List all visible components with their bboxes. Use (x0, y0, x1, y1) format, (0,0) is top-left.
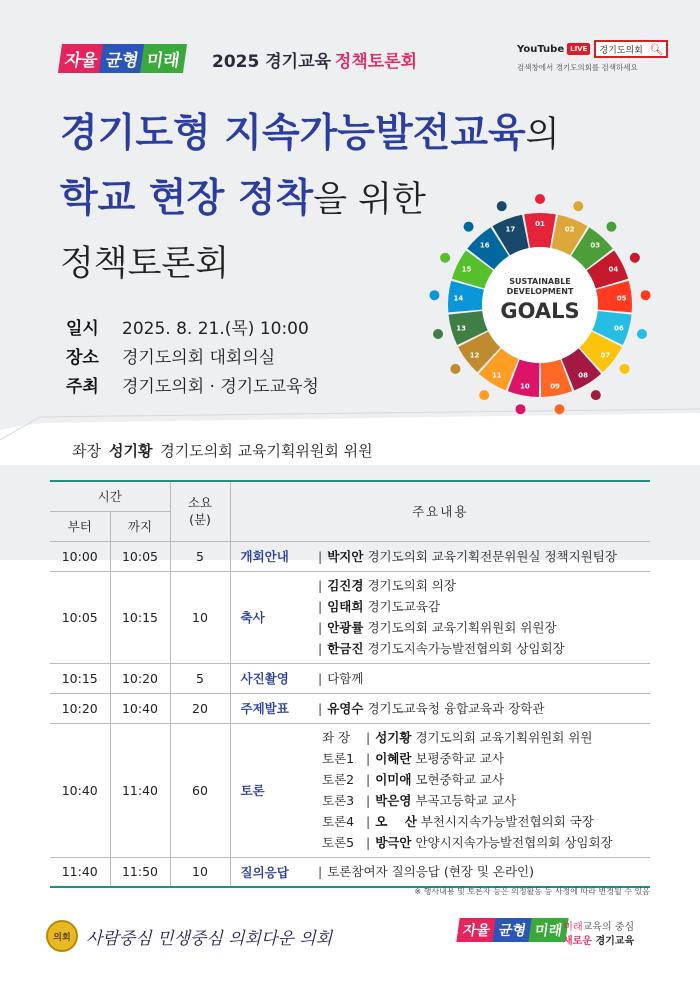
info-value: 경기도의회 · 경기도교육청 (122, 377, 319, 397)
cell-session: 사진촬영 (230, 663, 310, 693)
speaker-name: 유영수 (327, 700, 364, 716)
sdg-text-1: SUSTAINABLE (509, 277, 571, 286)
sdg-number: 08 (578, 371, 589, 380)
sdg-goal-icon (440, 253, 450, 263)
sdg-goal-icon (535, 194, 545, 204)
cell-content: | 박지안 경기도의회 교육기획전문위원실 정책지원팀장 (310, 541, 650, 571)
cell-from: 10:15 (50, 663, 110, 693)
sdg-number: 15 (461, 265, 472, 274)
speaker-desc: 경기도지속가능발전협의회 상임회장 (367, 641, 565, 656)
cell-duration: 10 (170, 857, 230, 887)
speaker-name: 안광률 (327, 620, 364, 635)
cell-to: 11:50 (110, 857, 170, 887)
cell-from: 10:40 (50, 723, 110, 857)
speaker-desc: 모현중학교 교사 (415, 772, 504, 787)
tagline-2a: 새로운 (563, 936, 592, 947)
info-value: 경기도의회 대회의실 (122, 348, 276, 368)
table-row (50, 857, 650, 887)
cell-content: | 유영수 경기도교육청 융합교육과 장학관 (310, 693, 650, 723)
panel-role: 토론4 (322, 814, 355, 829)
event-accent: 정책토론회 (334, 52, 418, 72)
sdg-number: 03 (590, 241, 601, 250)
cell-duration: 60 (170, 723, 230, 857)
sdg-number: 10 (520, 382, 530, 391)
head-time: 시간 (50, 481, 170, 511)
info-date (66, 312, 319, 341)
cell-from: 10:00 (50, 541, 110, 571)
sdg-goal-icon (450, 364, 460, 374)
footer-logo (458, 918, 566, 942)
search-value: 경기도의회 (599, 45, 643, 56)
head-duration: 소요 (분) (170, 481, 230, 541)
head-to: 까지 (110, 511, 170, 541)
cell-content: 좌 장 | 성기황 경기도의회 교육기획위원회 위원 토론1 | 이혜란 보평중학교 교사 토론2 | 이미애 모현중학교 교사 토론3 | 박은영 부곡고등학교 교사 토론4 | 오 산 부천시지속가능발전협의회 국장 토론5 | 방극안 안양시지속가능발전협의회 상임회장 (310, 723, 650, 857)
speaker-name: 이미애 (375, 772, 412, 787)
tagline-2b: 경기교육 (591, 936, 635, 947)
disclaimer-note: ※ 행사내용 및 토론자 등은 의정활동 등 사정에 따라 변경될 수 있음 (414, 887, 650, 896)
chair-name: 성기황 (108, 442, 153, 460)
title-line2-bold: 학교 현장 정착 (60, 176, 314, 221)
cell-from: 10:05 (50, 571, 110, 663)
sdg-number: 12 (469, 351, 480, 360)
tagline-1b: 교육의 중심 (582, 922, 635, 933)
cell-content: | 다함께 (310, 663, 650, 693)
speaker-desc: 경기도교육감 (367, 599, 440, 614)
sdg-goal-icon (637, 329, 647, 339)
logo-word-2: 균형 (99, 44, 146, 73)
logo-word-3: 미래 (528, 918, 568, 942)
council-seal-icon (46, 920, 78, 952)
chair-line (72, 440, 373, 461)
event-prefix: 2025 경기교육 (212, 52, 331, 72)
cell-to: 11:40 (110, 723, 170, 857)
speaker-name: 이혜란 (375, 751, 412, 766)
cell-session: 개회안내 (230, 541, 310, 571)
live-badge: LIVE (567, 43, 590, 55)
cell-content: | 토론참여자 질의응답 (현장 및 온라인) (310, 857, 650, 887)
speaker-name: 방극안 (375, 835, 412, 850)
cell-to: 10:05 (110, 541, 170, 571)
panel-role: 토론2 (322, 772, 355, 787)
table-row (50, 723, 650, 857)
sdg-goal-icon (641, 290, 651, 300)
cell-session: 질의응답 (230, 857, 310, 887)
head-content: 주요내용 (230, 481, 650, 541)
cell-session: 토론 (230, 723, 310, 857)
sdg-number: 01 (535, 220, 545, 228)
sdg-goal-icon (630, 253, 640, 263)
cell-duration: 10 (170, 571, 230, 663)
seal-text: 의회 (53, 932, 71, 943)
sdg-text-3: GOALS (500, 299, 580, 323)
tagline-1a: 미래 (563, 922, 583, 933)
info-value: 2025. 8. 21.(목) 10:00 (122, 319, 309, 339)
chair-label: 좌장 (72, 442, 101, 460)
panel-role: 토론5 (322, 835, 355, 850)
logo-word-3: 미래 (140, 44, 187, 73)
table-row (50, 571, 650, 663)
title-line1-suffix: 의 (525, 115, 560, 155)
table-row (50, 693, 650, 723)
sdg-segment (524, 213, 556, 248)
speaker-name: 성기황 (375, 730, 412, 745)
sdg-number: 04 (608, 265, 619, 274)
info-place (66, 341, 319, 370)
table-row (50, 541, 650, 571)
cell-session: 축사 (230, 571, 310, 663)
sdg-number: 14 (453, 294, 464, 303)
sdg-number: 17 (505, 225, 516, 234)
cell-to: 10:20 (110, 663, 170, 693)
sdg-goal-icon (516, 404, 526, 414)
youtube-live-search (517, 40, 668, 58)
speaker-name: 박은영 (375, 793, 412, 808)
sdg-goal-icon (620, 364, 630, 374)
sdg-number: 06 (613, 324, 624, 333)
title-line3: 정책토론회 (60, 244, 230, 284)
cell-session: 주제발표 (230, 693, 310, 723)
sdg-number: 13 (456, 324, 467, 333)
sdg-goal-icon (573, 201, 583, 211)
cell-from: 11:40 (50, 857, 110, 887)
header-logo (60, 44, 183, 73)
sdg-goal-icon (433, 329, 443, 339)
sdg-number: 09 (550, 382, 560, 391)
sdg-number: 02 (564, 225, 575, 234)
sdg-wheel (415, 180, 665, 430)
title-line2-suffix: 을 위한 (313, 180, 426, 220)
sdg-goal-icon (606, 222, 616, 232)
council-slogan: 사람중심 민생중심 의회다운 의회 (86, 929, 333, 949)
cell-duration: 20 (170, 693, 230, 723)
cell-content: | 김진경 경기도의회 의장 | 임태희 경기도교육감 | 안광률 경기도의회 교육기획위원회 위원장 | 한금진 경기도지속가능발전협의회 상임회장 (310, 571, 650, 663)
speaker-name: 김진경 (327, 578, 364, 593)
sdg-goal-icon (479, 390, 489, 400)
schedule-table (50, 480, 650, 888)
search-icon[interactable]: 🔍︎ (649, 42, 664, 56)
search-box[interactable] (594, 40, 668, 58)
sdg-goal-icon (497, 201, 507, 211)
speaker-name: 임태희 (327, 599, 364, 614)
sdg-number: 11 (491, 371, 502, 380)
content-text: 다함께 (327, 670, 364, 686)
logo-word-1: 자율 (58, 44, 105, 73)
speaker-desc: 부천시지속가능발전협의회 국장 (420, 814, 594, 829)
info-label: 주최 (66, 377, 99, 397)
panel-role: 토론3 (322, 793, 355, 808)
panel-role: 토론1 (322, 751, 355, 766)
sdg-number: 16 (479, 241, 490, 250)
cell-duration: 5 (170, 663, 230, 693)
panel-role: 좌 장 (322, 730, 351, 745)
sdg-goal-icon (554, 404, 564, 414)
speaker-desc: 경기도의회 의장 (367, 578, 456, 593)
speaker-desc: 부곡고등학교 교사 (415, 793, 517, 808)
logo-word-1: 자율 (456, 918, 496, 942)
cell-to: 10:40 (110, 693, 170, 723)
info-host (66, 370, 319, 399)
title-line1-bold: 경기도형 지속가능발전교육 (60, 111, 526, 156)
cell-to: 10:15 (110, 571, 170, 663)
sdg-text-2: DEVELOPMENT (506, 287, 574, 296)
speaker-name: 오 산 (375, 814, 417, 829)
cell-from: 10:20 (50, 693, 110, 723)
info-label: 장소 (66, 348, 99, 368)
cell-duration: 5 (170, 541, 230, 571)
sdg-goal-icon (429, 290, 439, 300)
speaker-desc: 안양시지속가능발전협의회 상임회장 (415, 835, 613, 850)
speaker-desc: 경기도의회 교육기획전문위원실 정책지원팀장 (367, 548, 617, 564)
youtube-wordmark: YouTube (517, 43, 565, 55)
sdg-number: 07 (600, 351, 611, 360)
sdg-goal-icon (591, 390, 601, 400)
head-from: 부터 (50, 511, 110, 541)
chair-title: 경기도의회 교육기획위원회 위원 (160, 442, 373, 460)
logo-word-2: 균형 (492, 918, 532, 942)
event-info (66, 312, 319, 399)
sdg-goal-icon (464, 222, 474, 232)
sdg-number: 05 (616, 294, 627, 303)
search-hint: 검색창에서 경기도의회를 검색하세요 (517, 63, 638, 72)
speaker-name: 박지안 (327, 548, 364, 564)
speaker-desc: 경기도의회 교육기획위원회 위원 (415, 730, 593, 745)
speaker-name: 한금진 (327, 641, 364, 656)
speaker-desc: 경기도의회 교육기획위원회 위원장 (367, 620, 557, 635)
info-label: 일시 (66, 319, 99, 339)
table-row (50, 663, 650, 693)
speaker-desc: 경기도교육청 융합교육과 장학관 (367, 700, 545, 716)
event-name (212, 47, 417, 72)
content-text: 토론참여자 질의응답 (현장 및 온라인) (327, 864, 534, 880)
footer-tagline (563, 921, 634, 949)
speaker-desc: 보평중학교 교사 (415, 751, 504, 766)
